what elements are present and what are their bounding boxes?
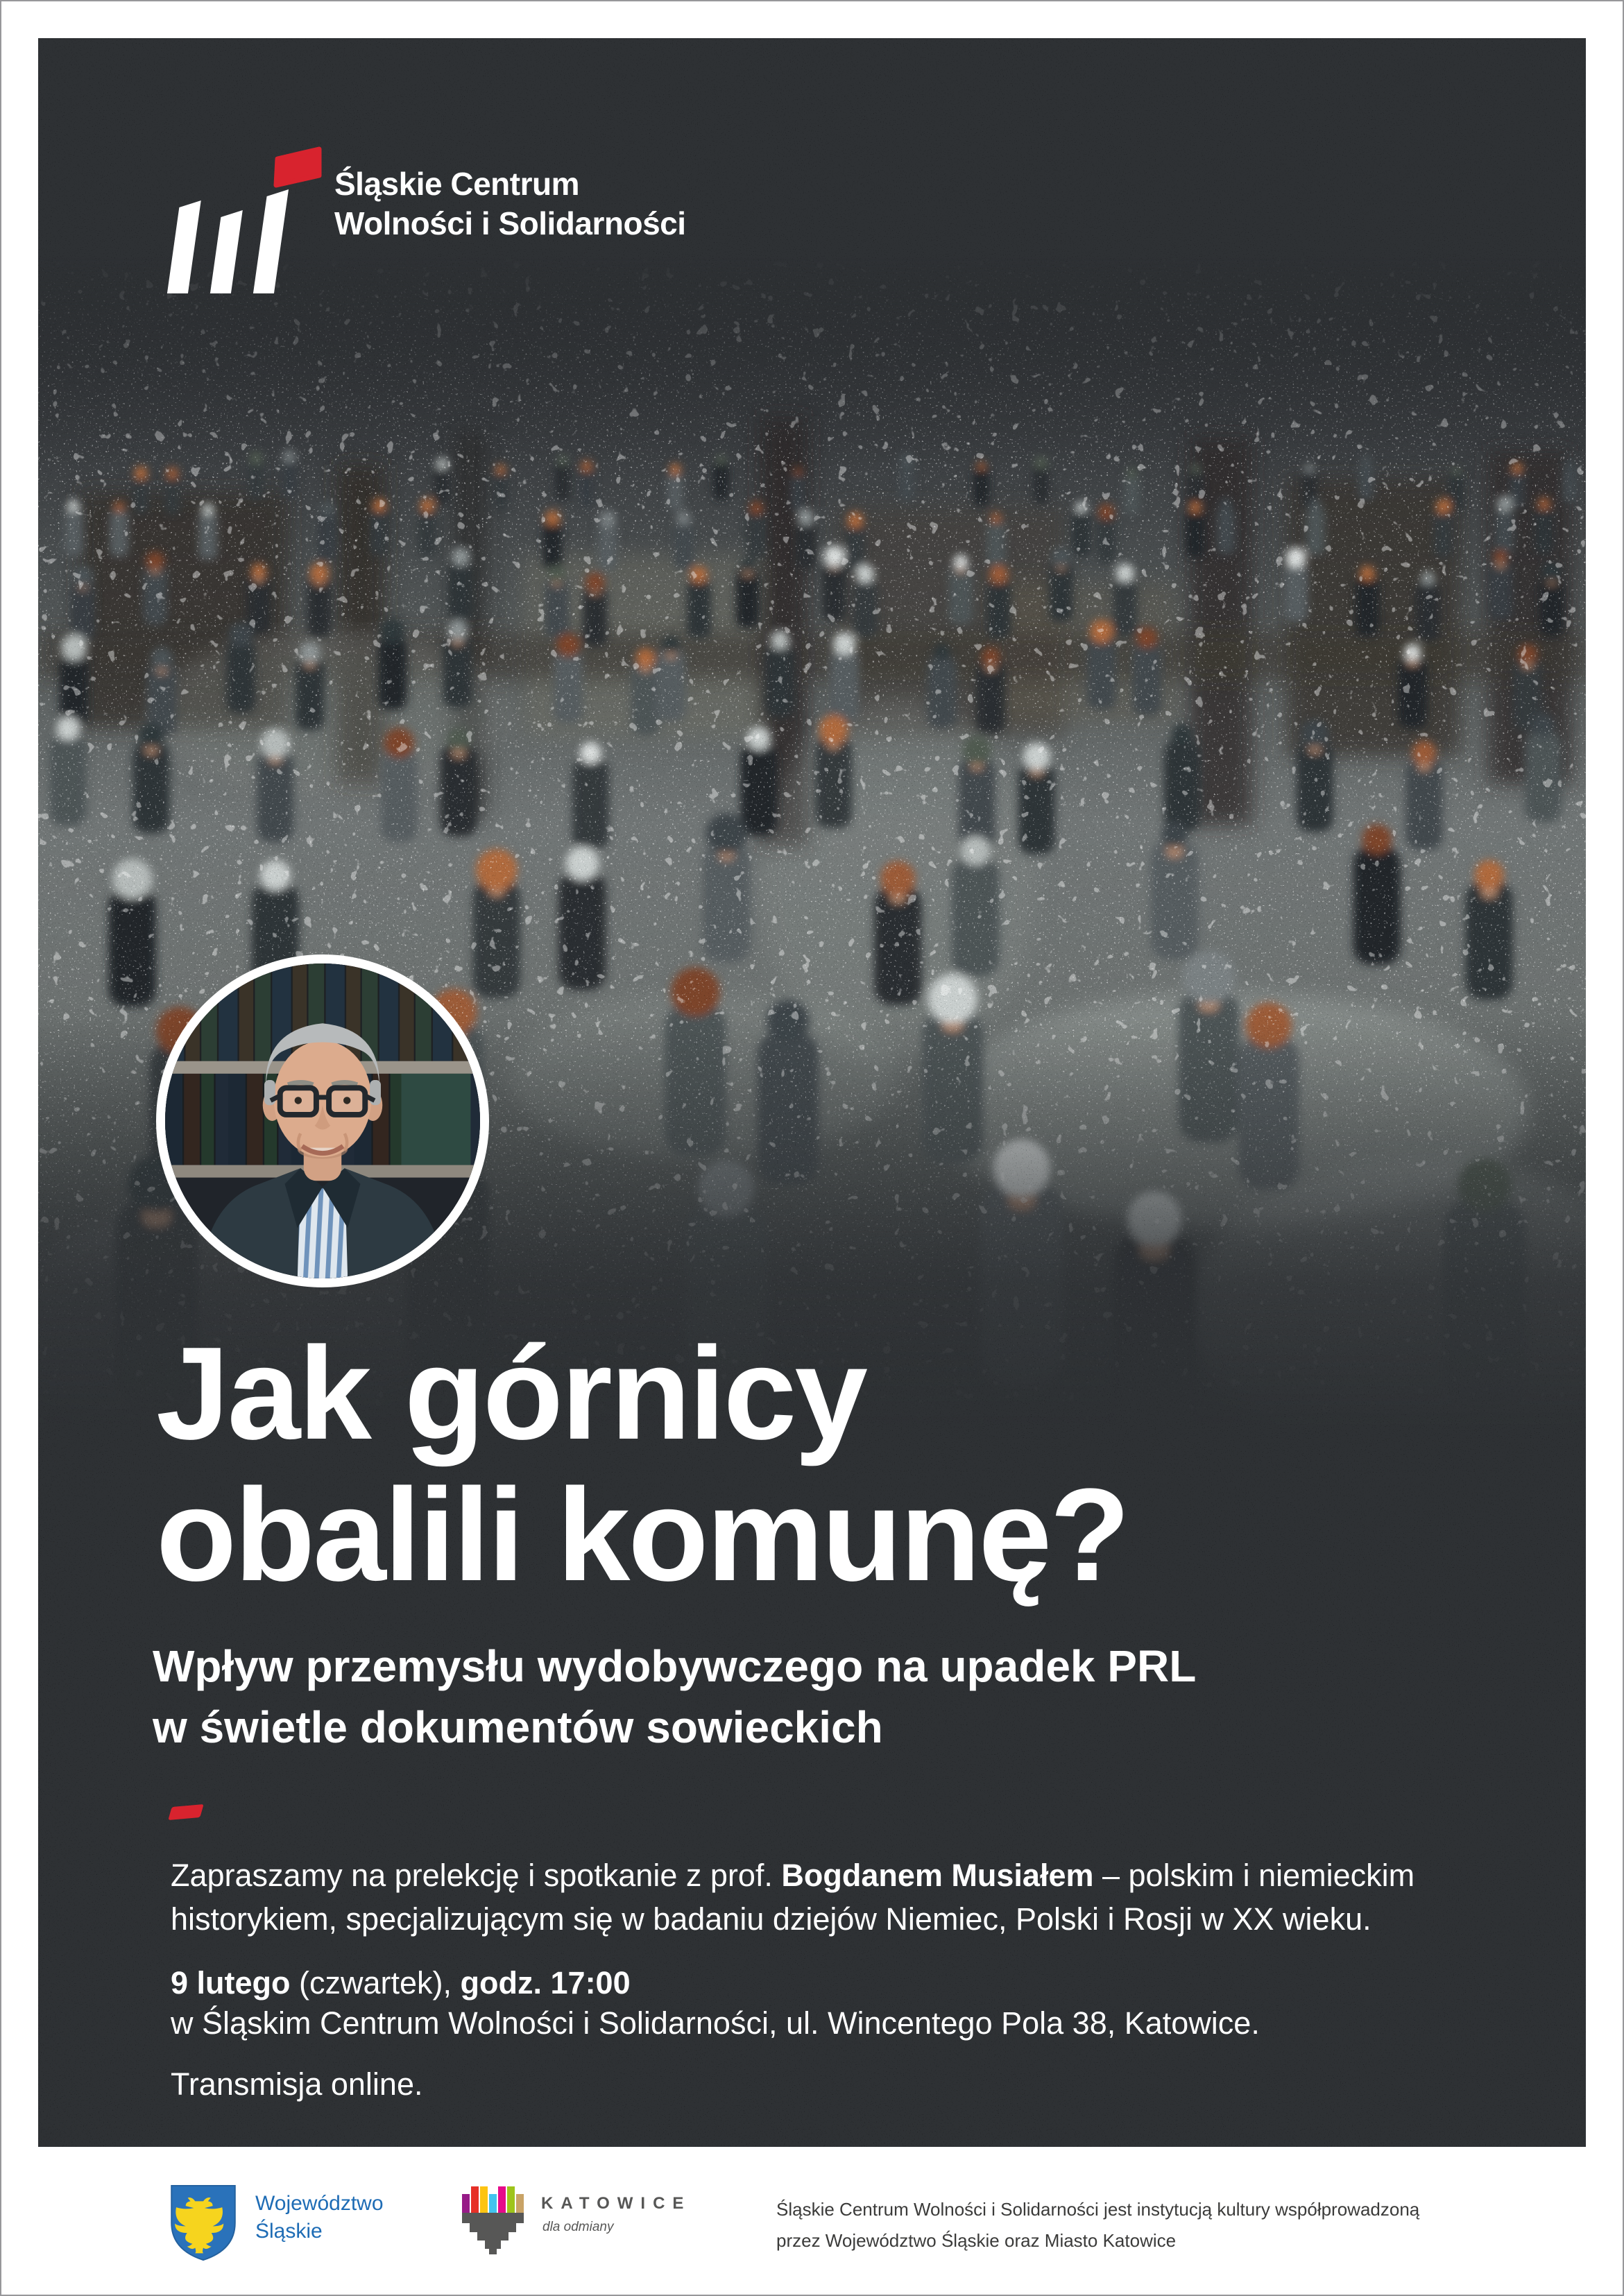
event-weekday: (czwartek), xyxy=(290,1965,461,2001)
event-title-line1: Jak górnicy xyxy=(156,1320,866,1467)
event-date: 9 lutego xyxy=(171,1965,291,2001)
org-logo-line2: Wolności i Solidarności xyxy=(334,205,686,241)
speaker-name: Bogdanem Musiałem xyxy=(781,1858,1094,1893)
voivodeship-label xyxy=(255,2190,384,2245)
event-subtitle-line2: w świetle dokumentów sowieckich xyxy=(153,1702,883,1752)
footer-note-line2: przez Województwo Śląskie oraz Miasto Katowice xyxy=(776,2230,1177,2251)
scws-w-logo-icon xyxy=(161,146,322,293)
katowice-logo-icon xyxy=(462,2186,524,2254)
event-subtitle xyxy=(153,1636,1196,1758)
event-title xyxy=(156,1320,1129,1609)
event-broadcast: Transmisja online. xyxy=(171,2066,423,2102)
event-schedule xyxy=(171,1963,1260,2105)
invitation-text xyxy=(171,1853,1482,1941)
voivodeship-line1: Województwo xyxy=(255,2192,384,2215)
event-time: godz. 17:00 xyxy=(460,1965,631,2001)
voivodeship-line2: Śląskie xyxy=(255,2220,323,2243)
event-venue: w Śląskim Centrum Wolności i Solidarności, ul. Wincentego Pola 38, Katowice. xyxy=(171,2005,1260,2041)
invitation-lead: Zapraszamy na prelekcję i spotkanie z prof. xyxy=(171,1858,782,1893)
poster-dark-panel xyxy=(38,38,1586,2147)
org-logo-line1: Śląskie Centrum xyxy=(334,166,579,202)
event-title-line2: obalili komunę? xyxy=(156,1462,1129,1609)
red-dash-divider xyxy=(168,1804,203,1820)
logo-red-accent xyxy=(276,149,319,185)
silesia-coat-of-arms-icon xyxy=(169,2184,238,2262)
katowice-wordmark: KATOWICE xyxy=(541,2194,692,2213)
org-logo xyxy=(161,108,785,329)
speaker-portrait xyxy=(156,954,489,1287)
org-logo-text xyxy=(334,164,686,243)
footer-note-line1: Śląskie Centrum Wolności i Solidarności jest instytucją kultury współprowadzoną xyxy=(776,2199,1420,2220)
footer-institution-note xyxy=(776,2194,1419,2256)
speaker-portrait-image xyxy=(165,963,480,1278)
event-subtitle-line1: Wpływ przemysłu wydobywczego na upadek PRL xyxy=(153,1641,1197,1691)
invitation-rest: – polskim i niemieckim historykiem, specjalizującym się w badaniu dziejów Niemiec, Polski i Rosji w XX wieku. xyxy=(171,1858,1415,1937)
event-date-line xyxy=(171,1963,1260,2003)
katowice-tagline: dla odmiany xyxy=(542,2220,614,2234)
